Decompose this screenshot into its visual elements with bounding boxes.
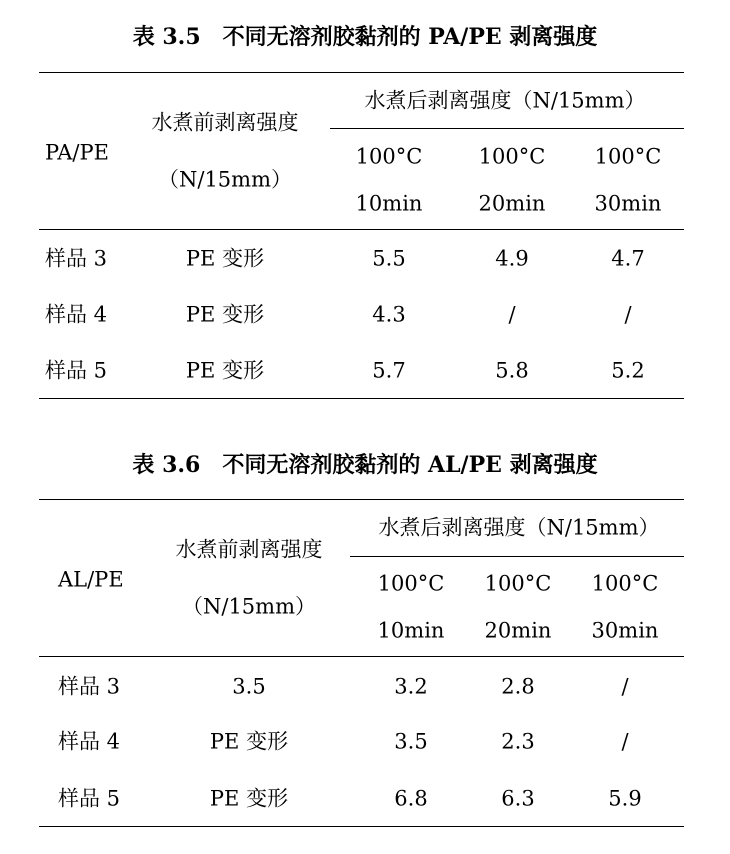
table-caption	[0, 20, 730, 51]
condition-temp: 100°C	[377, 571, 445, 596]
after-value: 3.2	[394, 674, 428, 699]
after-value: 3.5	[394, 729, 428, 754]
condition-time: 20min	[484, 618, 552, 643]
caption-number: 表 3.6	[132, 452, 201, 478]
after-header: 水煮后剥离强度（N/15mm）	[378, 515, 660, 540]
table-caption	[0, 448, 730, 479]
table-bottom-rule	[39, 826, 684, 827]
sample-label: 样品 3	[58, 674, 121, 699]
before-value: PE 变形	[185, 302, 265, 327]
after-value: 5.8	[495, 358, 529, 383]
sample-label: 样品 4	[58, 729, 121, 754]
condition-time: 30min	[591, 618, 659, 643]
after-value: 5.5	[372, 246, 406, 271]
after-value: 5.7	[372, 358, 406, 383]
after-value: 2.3	[501, 729, 535, 754]
before-value: PE 变形	[185, 358, 265, 383]
caption-text: 不同无溶剂胶黏剂的 AL/PE 剥离强度	[222, 452, 598, 478]
after-value: 5.9	[608, 786, 642, 811]
after-value: 4.9	[495, 246, 529, 271]
before-value: PE 变形	[209, 729, 289, 754]
caption-number: 表 3.5	[132, 24, 201, 50]
after-header: 水煮后剥离强度（N/15mm）	[364, 88, 646, 113]
before-header-line2: （N/15mm）	[182, 594, 316, 619]
after-value: 5.2	[611, 358, 645, 383]
sample-label: 样品 5	[58, 786, 121, 811]
row-header-label: PA/PE	[45, 140, 109, 165]
condition-temp: 100°C	[594, 144, 662, 169]
table-top-rule	[39, 72, 684, 73]
condition-temp: 100°C	[484, 571, 552, 596]
header-bottom-rule	[39, 656, 684, 657]
condition-time: 20min	[478, 191, 546, 216]
after-value: /	[621, 674, 629, 699]
before-header-line1: 水煮前剥离强度	[175, 537, 323, 562]
sample-label: 样品 4	[45, 302, 108, 327]
sample-label: 样品 5	[45, 358, 108, 383]
before-value: PE 变形	[209, 786, 289, 811]
table-bottom-rule	[39, 398, 684, 399]
caption-text: 不同无溶剂胶黏剂的 PA/PE 剥离强度	[222, 24, 598, 50]
before-value: PE 变形	[185, 246, 265, 271]
before-header-line1: 水煮前剥离强度	[151, 110, 299, 135]
row-header-label: AL/PE	[58, 567, 124, 592]
after-value: 6.8	[394, 786, 428, 811]
condition-temp: 100°C	[355, 144, 423, 169]
after-value: 2.8	[501, 674, 535, 699]
after-value: 4.3	[372, 302, 406, 327]
condition-time: 10min	[355, 191, 423, 216]
after-value: /	[508, 302, 516, 327]
condition-temp: 100°C	[478, 144, 546, 169]
after-value: 4.7	[611, 246, 645, 271]
after-value: /	[624, 302, 632, 327]
condition-time: 30min	[594, 191, 662, 216]
condition-temp: 100°C	[591, 571, 659, 596]
after-value: 6.3	[501, 786, 535, 811]
condition-time: 10min	[377, 618, 445, 643]
after-value: /	[621, 729, 629, 754]
before-header-line2: （N/15mm）	[158, 167, 292, 192]
header-sub-rule	[330, 128, 684, 129]
header-sub-rule	[350, 556, 684, 557]
table-top-rule	[39, 499, 684, 500]
sample-label: 样品 3	[45, 246, 108, 271]
before-value: 3.5	[232, 674, 266, 699]
header-bottom-rule	[39, 229, 684, 230]
